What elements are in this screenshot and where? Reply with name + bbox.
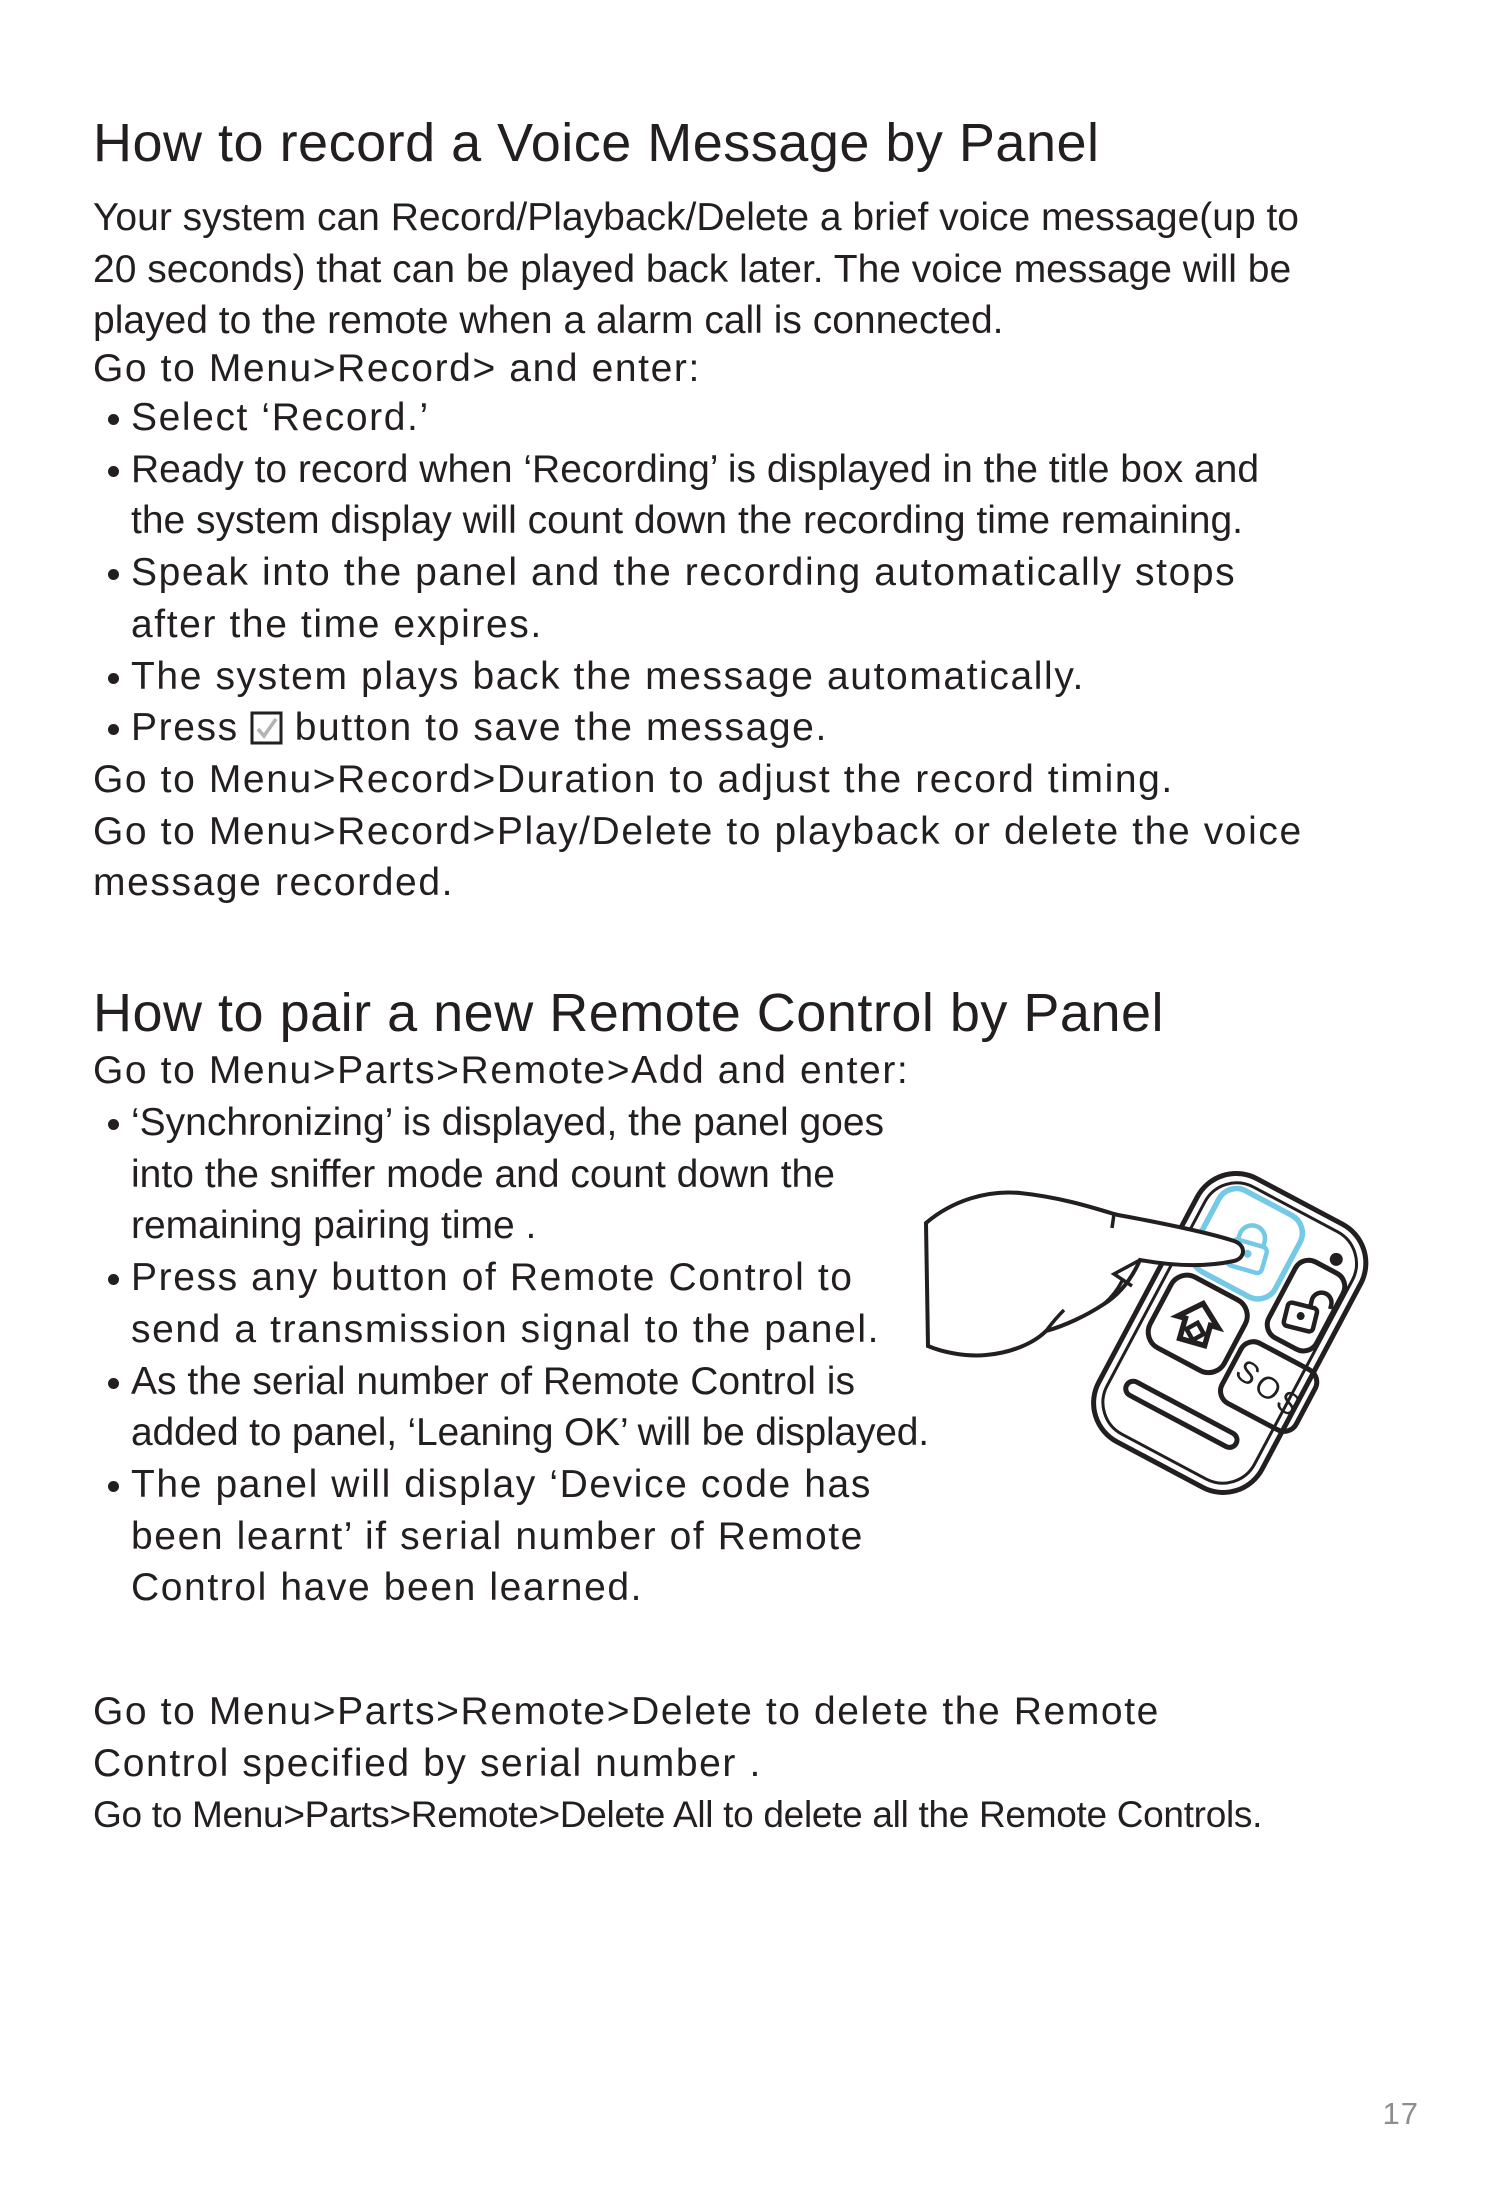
paragraph-line: Control specified by serial number . <box>93 1741 762 1785</box>
bullet-dot <box>108 673 119 684</box>
list-item: The system plays back the message automatically. <box>93 651 1259 703</box>
section1-title: How to record a Voice Message by Panel <box>93 113 1100 173</box>
page-number: 17 <box>1382 2096 1419 2131</box>
paragraph-line: Go to Menu>Parts>Remote>Delete to delete the Remote <box>93 1690 1160 1733</box>
section2-title: How to pair a new Remote Control by Panel <box>93 983 1165 1043</box>
list-item: Ready to record when ‘Recording’ is displayed in the title box and <box>93 444 1259 496</box>
remote-pairing-illustration <box>868 1148 1408 1548</box>
list-item-continuation: the system display will count down the recording time remaining. <box>131 499 1244 543</box>
list-item: ‘Synchronizing’ is displayed, the panel goes <box>93 1097 929 1149</box>
bullet-dot <box>108 466 119 477</box>
paragraph-line: Your system can Record/Playback/Delete a brief voice message(up to <box>93 196 1299 239</box>
bullet-dot <box>108 569 119 580</box>
paragraph-line: Go to Menu>Record>Duration to adjust the record timing. <box>93 758 1174 801</box>
bullet-dot <box>108 1378 119 1389</box>
sos-button-label: SOS <box>1229 1352 1310 1426</box>
paragraph-line: Go to Menu>Record>Play/Delete to playback or delete the voice <box>93 809 1303 853</box>
list-item-continuation: after the time expires. <box>131 602 543 646</box>
remote-control <box>1078 1158 1389 1512</box>
list-item-continuation: remaining pairing time . <box>131 1204 537 1248</box>
bullet-dot <box>108 1274 119 1285</box>
bullet-dot <box>108 414 119 425</box>
section2-outro-delete-all: Go to Menu>Parts>Remote>Delete All to delete all the Remote Controls. <box>93 1794 1263 1835</box>
bullet-dot <box>108 1481 119 1492</box>
list-item-continuation: send a transmission signal to the panel. <box>131 1307 881 1351</box>
home-icon <box>1172 1298 1223 1348</box>
list-item: As the serial number of Remote Control is <box>93 1356 929 1408</box>
led-indicator <box>1327 1251 1345 1269</box>
section1-outro <box>93 754 1303 909</box>
checkbox-checked-icon <box>249 709 283 745</box>
bullet-dot <box>108 1119 119 1130</box>
paragraph-line: 20 seconds) that can be played back later. The voice message will be <box>93 247 1292 291</box>
list-item-continuation: added to panel, ‘Leaning OK’ will be displayed. <box>131 1411 929 1455</box>
bullet-dot <box>108 724 119 735</box>
remote-body-outline <box>1078 1158 1381 1508</box>
section2-outro-delete <box>93 1686 1160 1789</box>
paragraph-line: played to the remote when a alarm call is connected. <box>93 299 1004 343</box>
list-item-continuation: Control have been learned. <box>131 1566 644 1610</box>
section2-bullet-list <box>93 1097 929 1614</box>
list-item-continuation: been learnt’ if serial number of Remote <box>131 1514 864 1558</box>
list-item: Press button to save the message. <box>93 702 1259 754</box>
list-item: Press any button of Remote Control to <box>93 1252 929 1304</box>
paragraph-line: message recorded. <box>93 861 455 905</box>
list-item-continuation: into the sniffer mode and count down the <box>131 1152 835 1196</box>
list-item: The panel will display ‘Device code has <box>93 1459 929 1511</box>
section1-bullet-list <box>93 392 1259 754</box>
list-item: Speak into the panel and the recording automatically stops <box>93 547 1259 599</box>
list-item: Select ‘Record.’ <box>93 392 1259 444</box>
section2-menu-path: Go to Menu>Parts>Remote>Add and enter: <box>93 1049 910 1092</box>
section1-menu-path: Go to Menu>Record> and enter: <box>93 347 701 390</box>
section1-intro <box>93 192 1299 347</box>
